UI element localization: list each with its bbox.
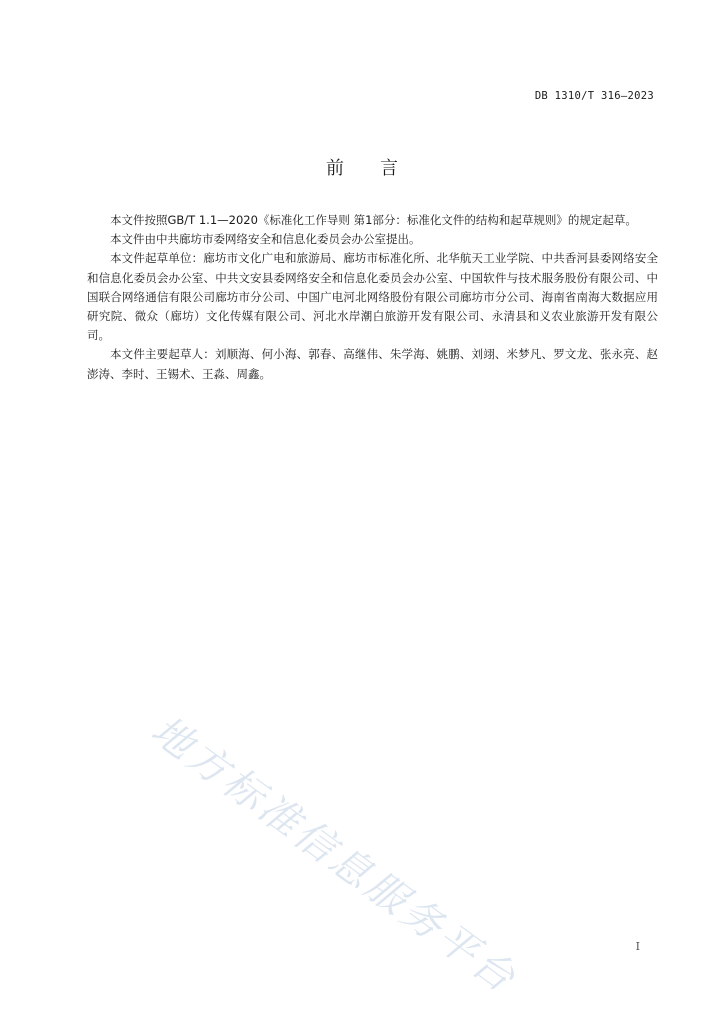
paragraph-drafting-units: 本文件起草单位：廊坊市文化广电和旅游局、廊坊市标准化所、北华航天工业学院、中共香河县委网络安全和信息化委员会办公室、中共文安县委网络安全和信息化委员会办公室、中国软件与技术服务股份有限公司、中国联合网络通信有限公司廊坊市分公司、中国广电河北网络股份有限公司廊坊市分公司、海南省南海大数据应用研究院、微众（廊坊）文化传媒有限公司、河北水岸潮白旅游开发有限公司、永清县和义农业旅游开发有限公司。 — [87, 251, 658, 343]
paragraph-drafting-rules: 本文件按照GB/T 1.1—2020《标准化工作导则 第1部分：标准化文件的结构和起草规则》的规定起草。 — [110, 213, 637, 227]
page-number: I — [635, 940, 640, 953]
paragraph-main-drafters: 本文件主要起草人：刘顺海、何小海、郭春、高继伟、朱学海、姚鹏、刘翊、米梦凡、罗文龙、张永亮、赵澎涛、李时、王锡术、王淼、周鑫。 — [87, 347, 658, 381]
foreword-body — [87, 211, 658, 384]
paragraph-proposer: 本文件由中共廊坊市委网络安全和信息化委员会办公室提出。 — [110, 232, 421, 247]
page-title: 前言 — [326, 158, 434, 179]
document-code: DB 1310/T 316—2023 — [534, 90, 654, 102]
watermark: 地方标准信息服务平台 — [142, 707, 526, 1004]
